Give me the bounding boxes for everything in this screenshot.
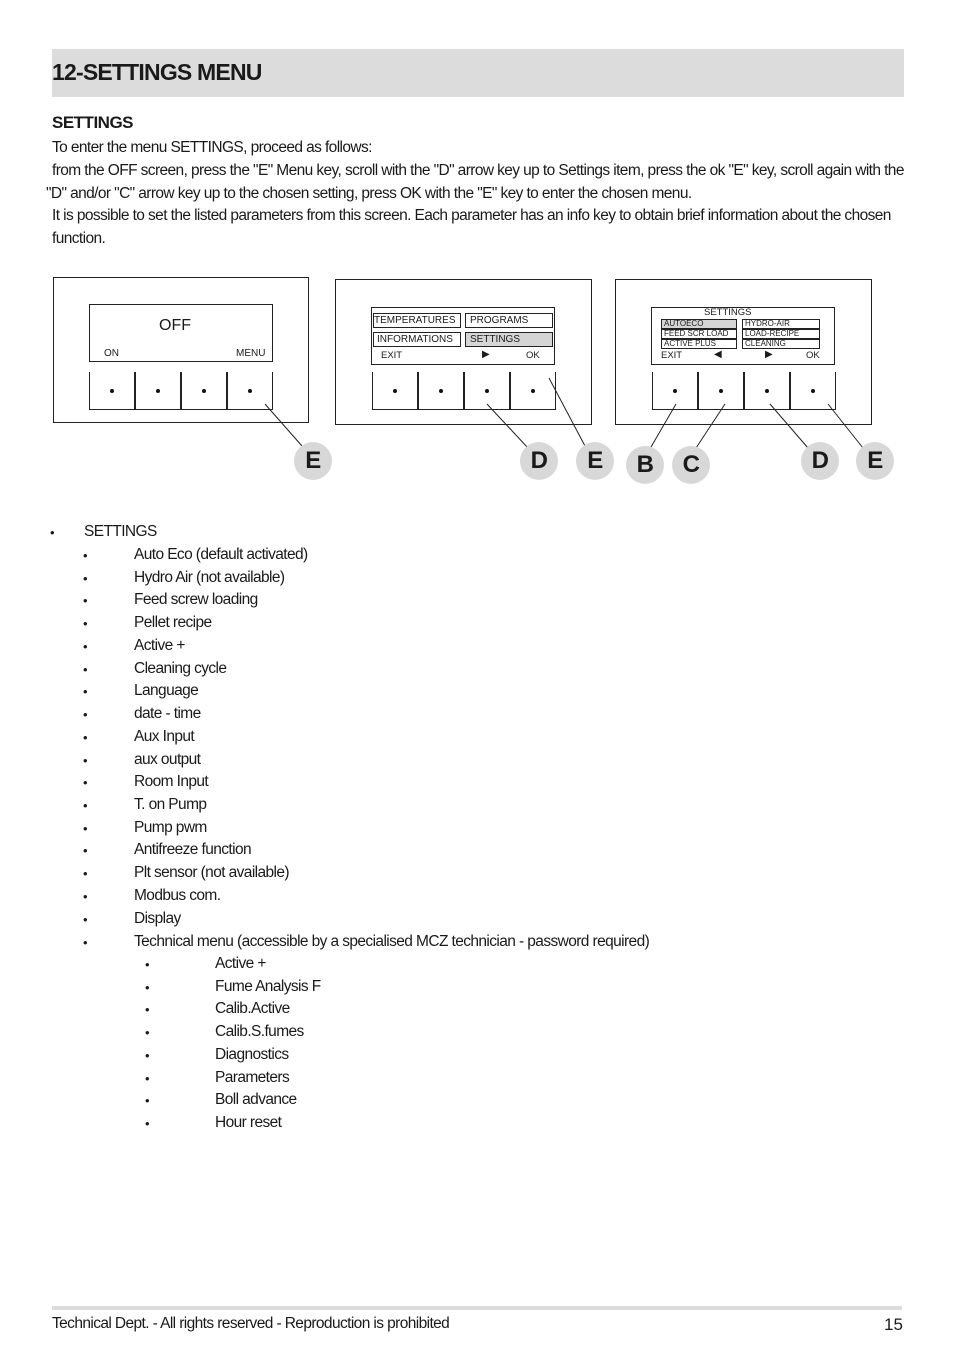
sub-list-item: Boll advance bbox=[215, 1091, 297, 1108]
list-item: date - time bbox=[134, 705, 201, 722]
paragraph-steps-2: "D" and/or "C" arrow key up to the chosen setting, press OK with the "E" key to enter the chosen menu. bbox=[46, 185, 692, 202]
key-c[interactable] bbox=[744, 372, 790, 410]
list-item-root: SETTINGS bbox=[84, 523, 157, 540]
list-item: Pump pwm bbox=[134, 819, 207, 836]
section-heading: SETTINGS bbox=[52, 113, 134, 132]
key-a[interactable] bbox=[89, 372, 135, 410]
sub-list-item: Parameters bbox=[215, 1069, 290, 1086]
sub-list-item: Active + bbox=[215, 955, 266, 972]
bullet-icon: • bbox=[83, 866, 88, 881]
label-ok: OK bbox=[806, 350, 820, 361]
bullet-icon: • bbox=[145, 1025, 150, 1040]
list-item: Aux Input bbox=[134, 728, 195, 745]
sub-list-item: Hour reset bbox=[215, 1114, 282, 1131]
bullet-icon: • bbox=[83, 616, 88, 631]
list-item: Active + bbox=[134, 637, 185, 654]
callout-e: E bbox=[856, 442, 894, 480]
list-item: Technical menu (accessible by a specialised MCZ technician - password required) bbox=[134, 933, 650, 950]
list-item: T. on Pump bbox=[134, 796, 207, 813]
list-item: Pellet recipe bbox=[134, 614, 212, 631]
list-item: Display bbox=[134, 910, 181, 927]
label-ok: OK bbox=[526, 350, 540, 361]
list-item: Language bbox=[134, 682, 199, 699]
menu-cell-programs: PROGRAMS bbox=[465, 313, 553, 328]
paragraph-intro: To enter the menu SETTINGS, proceed as follows: bbox=[52, 139, 372, 156]
key-b[interactable] bbox=[698, 372, 744, 410]
status-text: OFF bbox=[159, 317, 191, 334]
bullet-icon: • bbox=[145, 957, 150, 972]
lcd-screen bbox=[89, 304, 273, 362]
arrow-right-icon: ▶ bbox=[765, 349, 773, 360]
bullet-icon: • bbox=[145, 980, 150, 995]
bullet-icon: • bbox=[83, 571, 88, 586]
sub-list-item: Calib.S.fumes bbox=[215, 1023, 304, 1040]
bullet-icon: • bbox=[83, 548, 88, 563]
label-on: ON bbox=[104, 348, 119, 359]
callout-e: E bbox=[576, 442, 614, 480]
bullet-icon: • bbox=[145, 1116, 150, 1131]
sub-list-item: Diagnostics bbox=[215, 1046, 289, 1063]
bullet-icon: • bbox=[83, 798, 88, 813]
bullet-icon: • bbox=[83, 912, 88, 927]
lcd-screen bbox=[651, 307, 835, 365]
bullet-icon: • bbox=[83, 639, 88, 654]
settings-cell-active-plus: ACTIVE PLUS bbox=[661, 339, 737, 349]
list-item: Room Input bbox=[134, 773, 209, 790]
settings-header: SETTINGS bbox=[704, 307, 752, 318]
bullet-icon: • bbox=[83, 775, 88, 790]
bullet-icon: • bbox=[145, 1071, 150, 1086]
callout-b: B bbox=[626, 446, 664, 484]
sub-list-item: Calib.Active bbox=[215, 1000, 290, 1017]
footer-divider bbox=[52, 1306, 902, 1310]
bullet-icon: • bbox=[83, 662, 88, 677]
callout-d: D bbox=[801, 442, 839, 480]
bullet-icon: • bbox=[83, 843, 88, 858]
menu-cell-settings: SETTINGS bbox=[465, 332, 553, 347]
key-d[interactable] bbox=[510, 372, 556, 410]
settings-cell-load-recipe: LOAD-RECIPE bbox=[742, 329, 820, 339]
bullet-icon: • bbox=[83, 730, 88, 745]
sub-list-item: Fume Analysis F bbox=[215, 978, 321, 995]
bullet-icon: • bbox=[83, 753, 88, 768]
lcd-screen bbox=[371, 307, 555, 365]
key-d[interactable] bbox=[227, 372, 273, 410]
bullet-icon: • bbox=[145, 1048, 150, 1063]
list-item: Plt sensor (not available) bbox=[134, 864, 289, 881]
paragraph-info-2: function. bbox=[52, 230, 106, 247]
callout-e: E bbox=[294, 442, 332, 480]
key-a[interactable] bbox=[372, 372, 418, 410]
settings-cell-autoeco: AUTOECO bbox=[661, 319, 737, 329]
menu-cell-informations: INFORMATIONS bbox=[373, 332, 461, 347]
list-item: aux output bbox=[134, 751, 201, 768]
bullet-icon: • bbox=[50, 525, 55, 540]
list-item: Auto Eco (default activated) bbox=[134, 546, 308, 563]
label-exit: EXIT bbox=[381, 350, 403, 361]
key-b[interactable] bbox=[418, 372, 464, 410]
bullet-icon: • bbox=[83, 821, 88, 836]
key-d[interactable] bbox=[790, 372, 836, 410]
paragraph-info-1: It is possible to set the listed parameters from this screen. Each parameter has an info key to obtain brief information about the chosen bbox=[52, 207, 891, 224]
settings-cell-hydro-air: HYDRO-AIR bbox=[742, 319, 820, 329]
bullet-icon: • bbox=[83, 593, 88, 608]
settings-cell-feed-scr-load: FEED SCR LOAD bbox=[661, 329, 737, 339]
bullet-icon: • bbox=[145, 1093, 150, 1108]
bullet-icon: • bbox=[83, 684, 88, 699]
bullet-icon: • bbox=[83, 935, 88, 950]
list-item: Antifreeze function bbox=[134, 841, 251, 858]
list-item: Modbus com. bbox=[134, 887, 221, 904]
page-number: 15 bbox=[884, 1315, 903, 1334]
list-item: Feed screw loading bbox=[134, 591, 258, 608]
key-b[interactable] bbox=[135, 372, 181, 410]
bullet-icon: • bbox=[145, 1002, 150, 1017]
list-item: Cleaning cycle bbox=[134, 660, 227, 677]
menu-cell-temperatures: TEMPERATURES bbox=[373, 313, 461, 328]
callout-lines bbox=[0, 0, 954, 520]
callout-d: D bbox=[520, 442, 558, 480]
arrow-right-icon: ▶ bbox=[482, 349, 490, 360]
list-item: Hydro Air (not available) bbox=[134, 569, 285, 586]
arrow-left-icon: ◀ bbox=[714, 349, 722, 360]
settings-cell-cleaning: CLEANING bbox=[742, 339, 820, 349]
bullet-icon: • bbox=[83, 707, 88, 722]
page-title: 12-SETTINGS MENU bbox=[52, 59, 262, 85]
key-c[interactable] bbox=[464, 372, 510, 410]
bullet-icon: • bbox=[83, 889, 88, 904]
label-menu: MENU bbox=[236, 348, 266, 359]
callout-c: C bbox=[672, 446, 710, 484]
paragraph-steps-1: from the OFF screen, press the "E" Menu key, scroll with the "D" arrow key up to Settings item, press the ok "E" key, scroll again with the bbox=[52, 162, 904, 179]
footer-text: Technical Dept. - All rights reserved - Reproduction is prohibited bbox=[52, 1315, 450, 1332]
key-c[interactable] bbox=[181, 372, 227, 410]
label-exit: EXIT bbox=[661, 350, 683, 361]
key-a[interactable] bbox=[652, 372, 698, 410]
